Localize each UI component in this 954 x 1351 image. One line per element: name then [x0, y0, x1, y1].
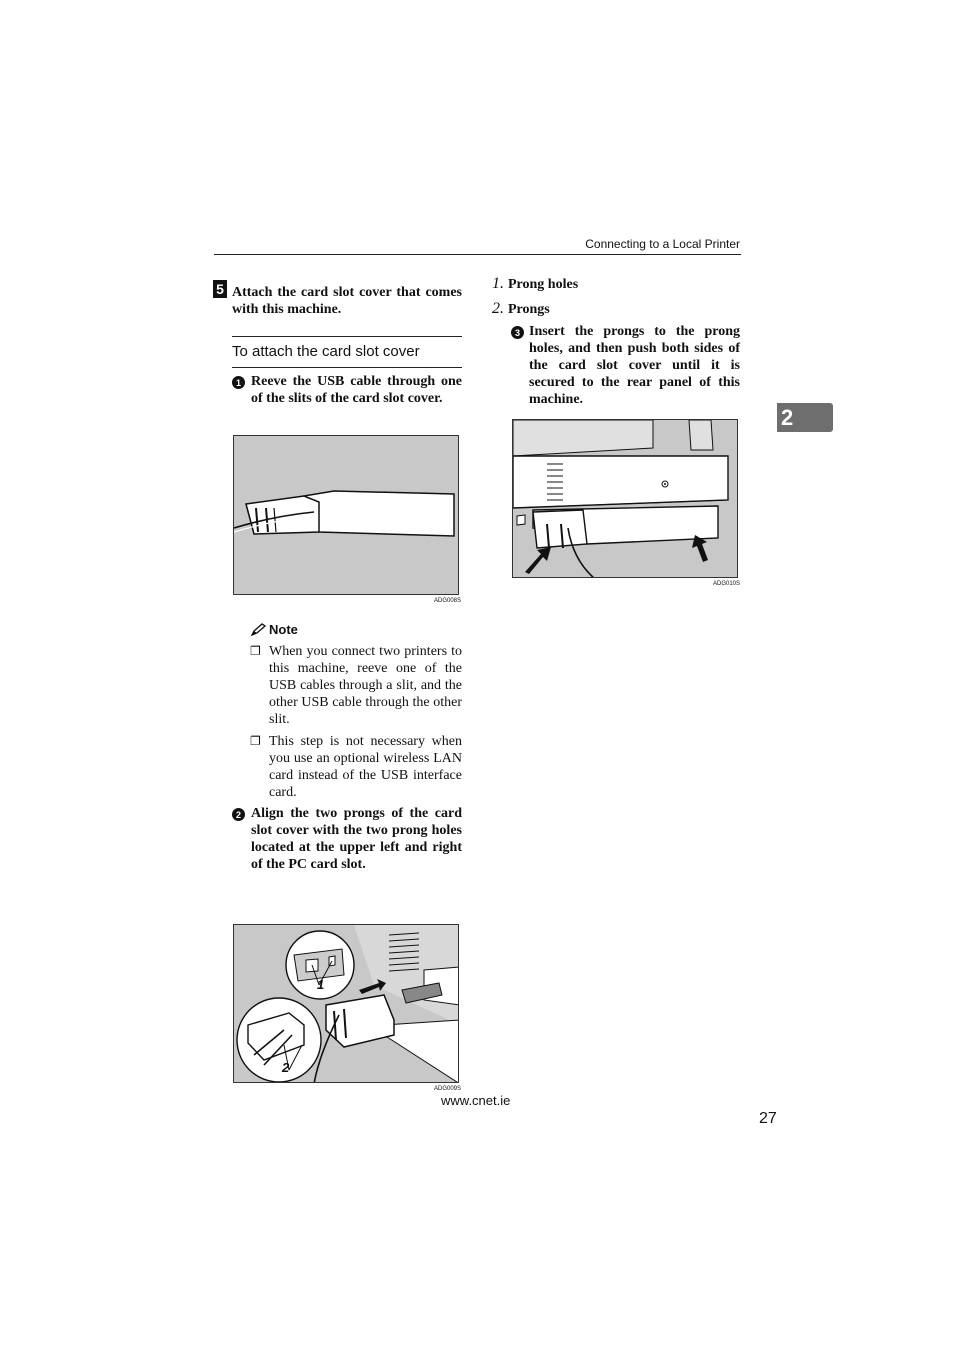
substep-2-text: Align the two prongs of the card slot cover with the two prong holes located at the upper left and right of the PC card slot.: [251, 806, 462, 872]
note-heading: [250, 622, 298, 637]
checkbox-bullet-icon: ❐: [250, 644, 261, 658]
figure-3-code: ADG010S: [713, 581, 741, 587]
note-item: ❐ This step is not necessary when you use an optional wireless LAN card instead of the USB interface card.: [250, 734, 462, 800]
note-item: ❐ When you connect two printers to this machine, reeve one of the USB cables through a slit, and the other USB cable through the other slit.: [250, 644, 462, 727]
callout-prong-holes: 1: [317, 977, 325, 992]
page-number: 27: [759, 1110, 777, 1127]
running-header: Connecting to a Local Printer: [585, 237, 740, 251]
callout-prongs: 2: [282, 1060, 290, 1075]
figure-align-prongs: [233, 924, 459, 1083]
insert-prongs-illustration: [513, 420, 738, 578]
note-label: Note: [269, 622, 298, 637]
substep-2-badge: 2: [232, 808, 245, 821]
legend-item-prongs: 2. Prongs: [492, 300, 550, 317]
legend-item-prong-holes: 1. Prong holes: [492, 275, 579, 292]
step-instruction: Attach the card slot cover that comes with this machine.: [232, 285, 462, 317]
figure-card-slot-cover: [233, 435, 459, 595]
procedure-title: To attach the card slot cover: [232, 343, 420, 360]
footer-url: www.cnet.ie: [441, 1093, 511, 1108]
substep-3-text: Insert the prongs to the prong holes, and then push both sides of the card slot cover until it is secured to the rear panel of this machine.: [529, 324, 740, 407]
card-slot-cover-illustration: [234, 436, 459, 595]
figure-2-code: ADG009S: [434, 1086, 462, 1092]
checkbox-bullet-icon: ❐: [250, 734, 261, 748]
pencil-icon: [250, 623, 266, 637]
chapter-tab: 2: [777, 403, 833, 432]
substep-1-text: Reeve the USB cable through one of the slits of the card slot cover.: [251, 374, 462, 406]
procedure-header: [232, 336, 462, 368]
align-prongs-illustration: [234, 925, 459, 1083]
figure-insert-prongs: [512, 419, 738, 578]
substep-3-badge: 3: [511, 326, 524, 339]
substep-1-badge: 1: [232, 376, 245, 389]
figure-1-code: ADG008S: [434, 598, 462, 604]
header-rule: [214, 254, 741, 255]
step-number-badge: 5: [213, 280, 227, 298]
